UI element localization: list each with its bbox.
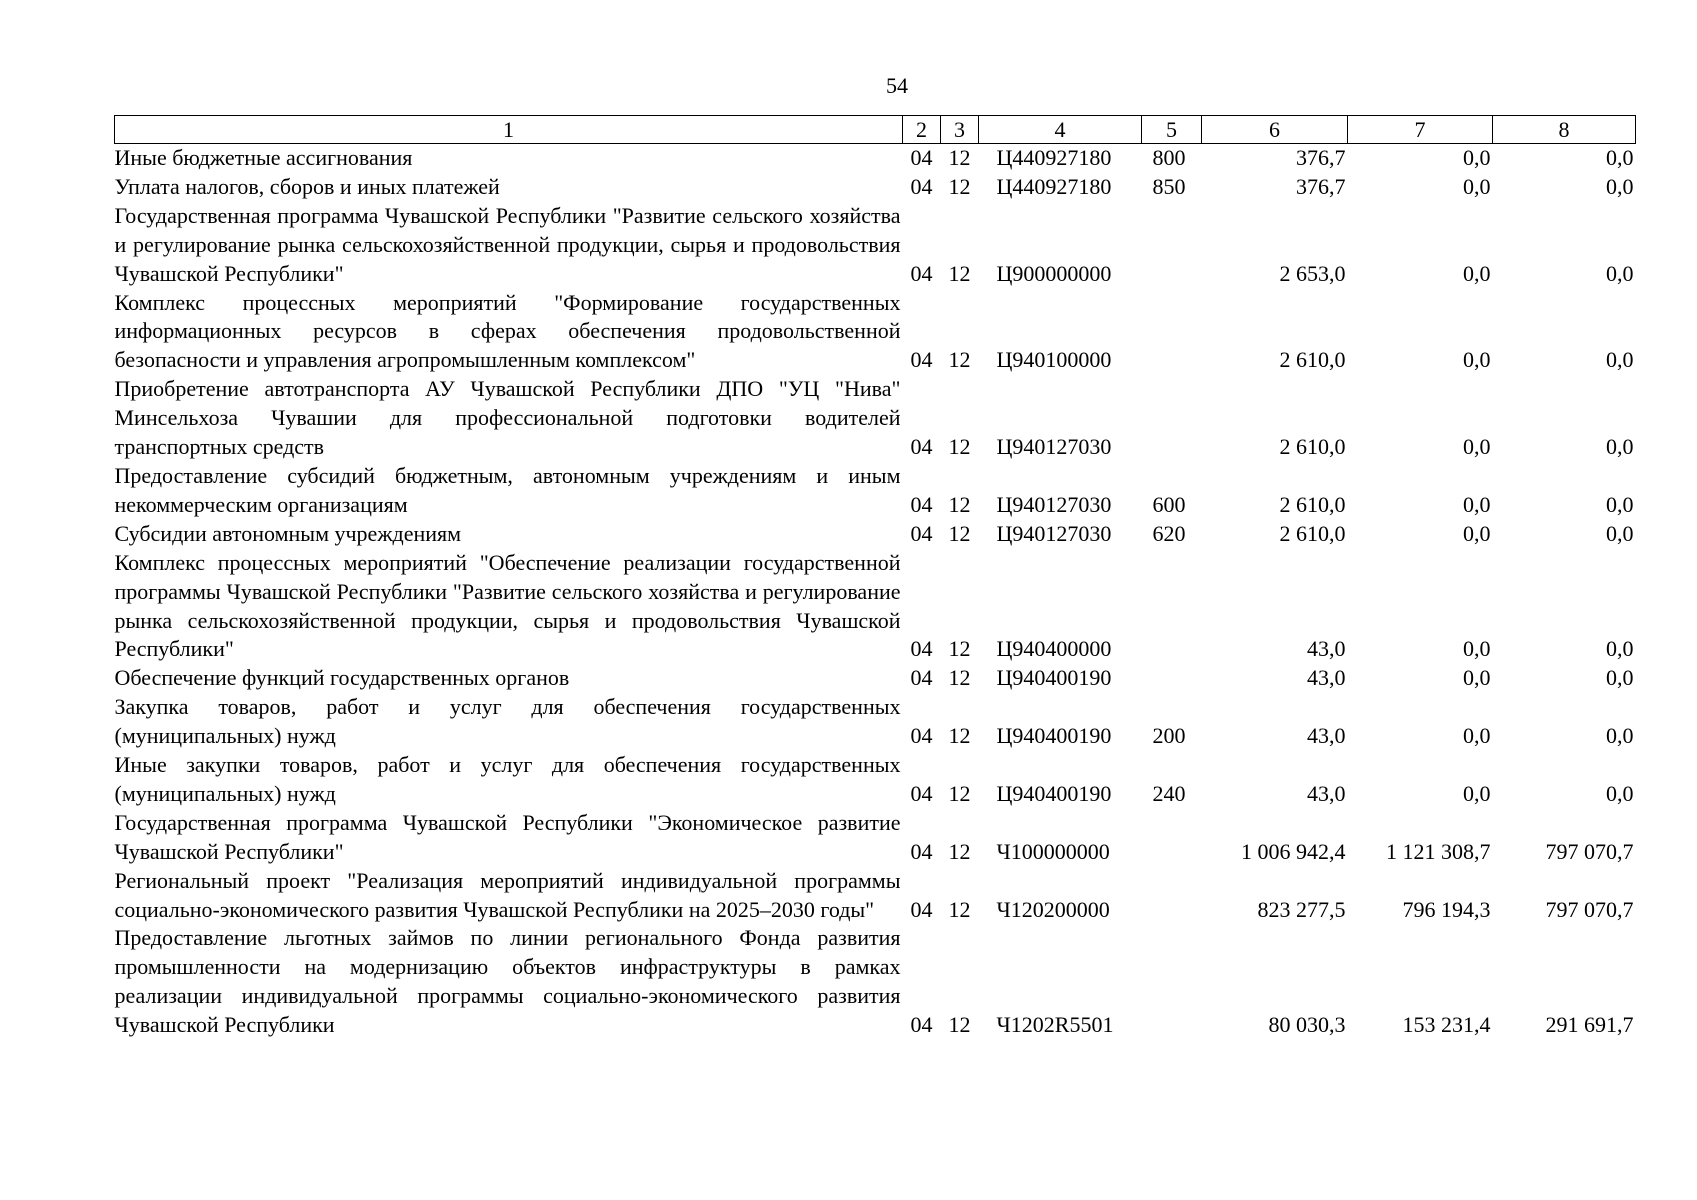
row-name: Предоставление субсидий бюджетным, автономным учреждениям и иным некоммерческим организациям (114, 462, 901, 517)
amount-col-8: 0,0 (1606, 723, 1634, 749)
row-name: Обеспечение функций государственных органов (114, 665, 570, 691)
subsection-code: 12 (948, 260, 971, 286)
column-header: 2 (903, 116, 941, 144)
amount-col-7: 0,0 (1463, 260, 1491, 286)
row-name: Региональный проект "Реализация мероприятий индивидуальной программы социально-экономического развития Чувашской Республики на 2025–2030 годы" (114, 867, 901, 922)
amount-col-6: 43,0 (1307, 665, 1346, 691)
column-header: 3 (941, 116, 979, 144)
section-code: 04 (910, 723, 933, 749)
amount-col-8: 0,0 (1606, 434, 1634, 460)
row-name: Иные бюджетные ассигнования (114, 145, 413, 170)
table-row (115, 867, 1636, 925)
table-row (115, 809, 1636, 867)
section-code: 04 (910, 665, 933, 691)
row-name: Комплекс процессных мероприятий "Формирование государственных информационных ресурсов в сферах обеспечения продовольственной безопасности и управления агропромышленным комплексом" (114, 289, 901, 373)
amount-col-6: 2 653,0 (1279, 260, 1346, 286)
target-article-code: Ц940127030 (996, 434, 1112, 460)
table-row (115, 144, 1636, 173)
table-row (115, 173, 1636, 202)
amount-col-7: 0,0 (1463, 347, 1491, 373)
amount-col-7: 0,0 (1463, 491, 1491, 517)
section-code: 04 (910, 636, 933, 662)
amount-col-7: 0,0 (1463, 434, 1491, 460)
row-name: Государственная программа Чувашской Республики "Экономическое развитие Чувашской Республики" (114, 809, 901, 864)
section-code: 04 (910, 520, 933, 546)
amount-col-8: 0,0 (1606, 173, 1634, 199)
expense-type-code: 620 (1152, 520, 1186, 546)
target-article-code: Ц440927180 (996, 145, 1112, 170)
subsection-code: 12 (948, 145, 971, 170)
row-name: Закупка товаров, работ и услуг для обеспечения государственных (муниципальных) нужд (114, 694, 901, 749)
table-row (115, 375, 1636, 462)
page-number: 54 (886, 73, 908, 98)
target-article-code: Ч100000000 (996, 838, 1110, 864)
budget-table (114, 115, 1636, 1040)
table-row (115, 693, 1636, 751)
subsection-code: 12 (948, 434, 971, 460)
row-name: Субсидии автономным учреждениям (114, 520, 462, 546)
row-name: Приобретение автотранспорта АУ Чувашской Республики ДПО "УЦ "Нива" Минсельхоза Чувашии для профессиональной подготовки водителей транспортных средств (114, 376, 901, 460)
expense-type-code (1142, 289, 1202, 376)
expense-type-code (1142, 202, 1202, 289)
column-header: 8 (1493, 116, 1636, 144)
expense-type-code (1142, 867, 1202, 925)
column-header-row (115, 116, 1636, 144)
amount-col-6: 2 610,0 (1279, 434, 1346, 460)
subsection-code: 12 (948, 896, 971, 922)
amount-col-8: 0,0 (1606, 145, 1634, 170)
target-article-code: Ц940400190 (996, 665, 1112, 691)
amount-col-6: 823 277,5 (1257, 896, 1346, 922)
table-row (115, 924, 1636, 1040)
amount-col-8: 797 070,7 (1545, 838, 1634, 864)
amount-col-8: 0,0 (1606, 491, 1634, 517)
expense-type-code: 850 (1152, 173, 1186, 199)
amount-col-7: 0,0 (1463, 665, 1491, 691)
column-header: 4 (979, 116, 1142, 144)
table-row (115, 520, 1636, 549)
amount-col-6: 2 610,0 (1279, 491, 1346, 517)
expense-type-code: 800 (1152, 145, 1186, 170)
amount-col-7: 0,0 (1463, 780, 1491, 806)
amount-col-6: 43,0 (1307, 723, 1346, 749)
subsection-code: 12 (948, 780, 971, 806)
section-code: 04 (910, 780, 933, 806)
row-name: Уплата налогов, сборов и иных платежей (114, 173, 500, 199)
row-name: Предоставление льготных займов по линии регионального Фонда развития промышленности на модернизацию объектов инфраструктуры в рамках реализации индивидуальной программы социально-экономического развития Чувашской Республики (114, 925, 901, 1038)
row-name: Комплекс процессных мероприятий "Обеспечение реализации государственной программы Чувашской Республики "Развитие сельского хозяйства и регулирование рынка сельскохозяйственной продукции, сырья и продовольствия Чувашской Республики" (114, 549, 901, 662)
amount-col-7: 0,0 (1463, 520, 1491, 546)
target-article-code: Ц940100000 (996, 347, 1112, 373)
amount-col-7: 0,0 (1463, 145, 1491, 170)
amount-col-8: 0,0 (1606, 260, 1634, 286)
table-row (115, 462, 1636, 520)
section-code: 04 (910, 1012, 933, 1038)
amount-col-6: 43,0 (1307, 636, 1346, 662)
section-code: 04 (910, 491, 933, 517)
subsection-code: 12 (948, 636, 971, 662)
amount-col-6: 376,7 (1296, 173, 1346, 199)
expense-type-code (1142, 375, 1202, 462)
row-name: Иные закупки товаров, работ и услуг для обеспечения государственных (муниципальных) нужд (114, 752, 901, 806)
expense-type-code: 240 (1152, 780, 1186, 806)
section-code: 04 (910, 896, 933, 922)
section-code: 04 (910, 838, 933, 864)
amount-col-8: 0,0 (1606, 520, 1634, 546)
amount-col-8: 0,0 (1606, 780, 1634, 806)
table-row (115, 751, 1636, 809)
amount-col-6: 80 030,3 (1268, 1012, 1346, 1038)
amount-col-6: 2 610,0 (1279, 520, 1346, 546)
amount-col-6: 1 006 942,4 (1241, 838, 1346, 864)
target-article-code: Ц940400190 (996, 723, 1112, 749)
target-article-code: Ц940127030 (996, 520, 1112, 546)
amount-col-6: 376,7 (1296, 145, 1346, 170)
amount-col-7: 796 194,3 (1402, 896, 1491, 922)
subsection-code: 12 (948, 665, 971, 691)
amount-col-6: 43,0 (1307, 780, 1346, 806)
table-row (115, 549, 1636, 665)
subsection-code: 12 (948, 520, 971, 546)
table-row (115, 664, 1636, 693)
target-article-code: Ц940400190 (996, 780, 1112, 806)
target-article-code: Ч120200000 (996, 896, 1110, 922)
expense-type-code (1142, 664, 1202, 693)
target-article-code: Ц940400000 (996, 636, 1112, 662)
subsection-code: 12 (948, 347, 971, 373)
table-row (115, 202, 1636, 289)
column-header: 6 (1202, 116, 1348, 144)
subsection-code: 12 (948, 491, 971, 517)
subsection-code: 12 (948, 173, 971, 199)
subsection-code: 12 (948, 838, 971, 864)
section-code: 04 (910, 347, 933, 373)
target-article-code: Ц440927180 (996, 173, 1112, 199)
table-row (115, 289, 1636, 376)
subsection-code: 12 (948, 723, 971, 749)
amount-col-8: 291 691,7 (1545, 1012, 1634, 1038)
expense-type-code: 600 (1152, 491, 1186, 517)
amount-col-7: 0,0 (1463, 723, 1491, 749)
table-body (115, 144, 1636, 1041)
target-article-code: Ц900000000 (996, 260, 1112, 286)
amount-col-7: 0,0 (1463, 636, 1491, 662)
target-article-code: Ц940127030 (996, 491, 1112, 517)
amount-col-8: 797 070,7 (1545, 896, 1634, 922)
expense-type-code (1142, 549, 1202, 665)
section-code: 04 (910, 145, 933, 170)
amount-col-7: 153 231,4 (1402, 1012, 1491, 1038)
subsection-code: 12 (948, 1012, 971, 1038)
column-header: 5 (1142, 116, 1202, 144)
column-header: 1 (115, 116, 903, 144)
expense-type-code (1142, 924, 1202, 1040)
row-name: Государственная программа Чувашской Республики "Развитие сельского хозяйства и регулирование рынка сельскохозяйственной продукции, сырья и продовольствия Чувашской Республики" (114, 202, 901, 286)
amount-col-8: 0,0 (1606, 636, 1634, 662)
section-code: 04 (910, 173, 933, 199)
section-code: 04 (910, 434, 933, 460)
column-header: 7 (1348, 116, 1493, 144)
expense-type-code: 200 (1152, 723, 1186, 749)
amount-col-6: 2 610,0 (1279, 347, 1346, 373)
amount-col-7: 1 121 308,7 (1386, 838, 1491, 864)
amount-col-7: 0,0 (1463, 173, 1491, 199)
amount-col-8: 0,0 (1606, 347, 1634, 373)
target-article-code: Ч1202R5501 (996, 1012, 1114, 1038)
section-code: 04 (910, 260, 933, 286)
amount-col-8: 0,0 (1606, 665, 1634, 691)
expense-type-code (1142, 809, 1202, 867)
